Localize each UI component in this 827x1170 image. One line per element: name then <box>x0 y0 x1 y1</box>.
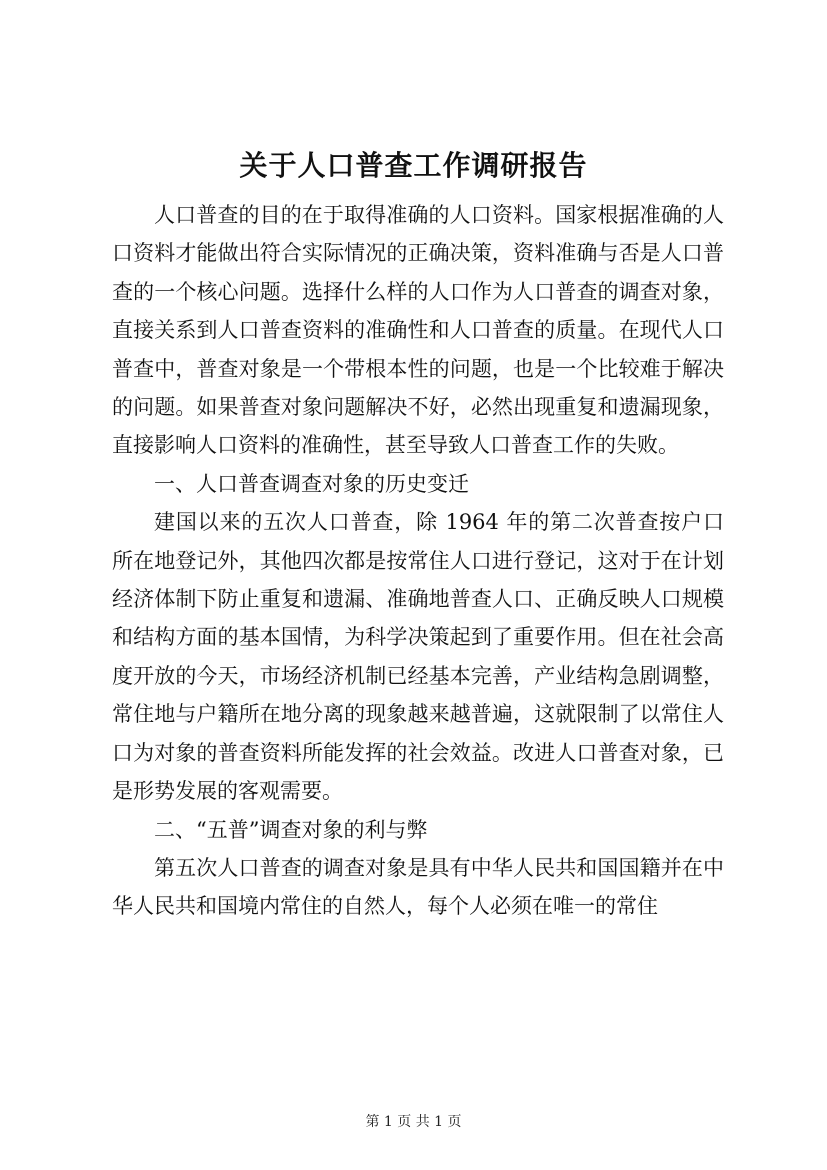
paragraph-fifth-census: 第五次人口普查的调查对象是具有中华人民共和国国籍并在中华人民共和国境内常住的自然人，每个人必须在唯一的常住 <box>112 855 724 919</box>
page-footer: 第 1 页 共 1 页 <box>365 1114 462 1130</box>
document-body <box>112 196 724 926</box>
paragraph-history: 建国以来的五次人口普查，除 1964 年的第二次普查按户口所在地登记外，其他四次都是按常住人口进行登记，这对于在计划经济体制下防止重复和遗漏、准确地普查人口、正确反映人口规模和结构方面的基本国情，为科学决策起到了重要作用。但在社会高度开放的今天，市场经济机制已经基本完善，产业结构急剧调整，常住地与户籍所在地分离的现象越来越普遍，这就限制了以常住人口为对象的普查资料所能发挥的社会效益。改进人口普查对象，已是形势发展的客观需要。 <box>112 510 724 804</box>
section-heading-1: 一、人口普查调查对象的历史变迁 <box>154 471 469 496</box>
section-heading-2: 二、“五普”调查对象的利与弊 <box>154 817 428 842</box>
document-title: 关于人口普查工作调研报告 <box>239 149 588 182</box>
paragraph-intro: 人口普查的目的在于取得准确的人口资料。国家根据准确的人口资料才能做出符合实际情况的正确决策，资料准确与否是人口普查的一个核心问题。选择什么样的人口作为人口普查的调查对象，直接关系到人口普查资料的准确性和人口普查的质量。在现代人口普查中，普查对象是一个带根本性的问题，也是一个比较难于解决的问题。如果普查对象问题解决不好，必然出现重复和遗漏现象，直接影响人口资料的准确性，甚至导致人口普查工作的失败。 <box>112 203 724 458</box>
